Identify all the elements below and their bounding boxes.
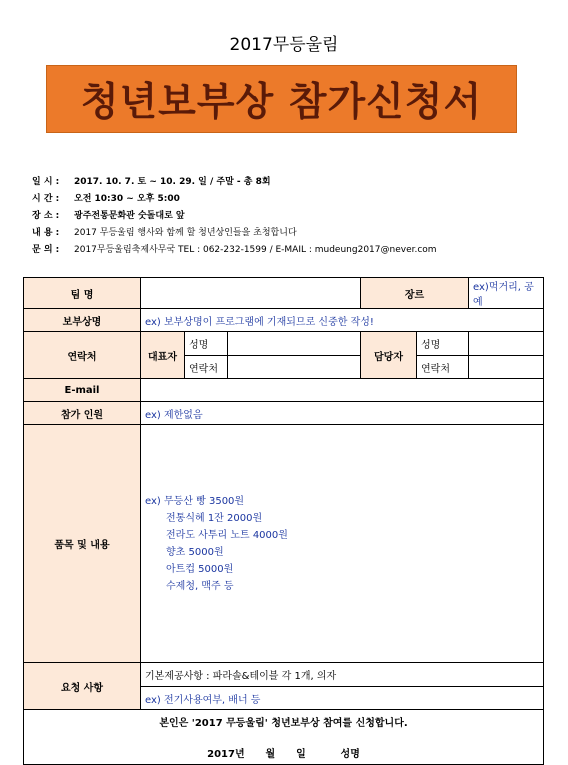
signature-date-line: 2017년 월 일 성명 — [207, 749, 360, 760]
genre-label: 장르 — [361, 278, 469, 309]
request-label: 요청 사항 — [24, 663, 141, 710]
application-form — [23, 277, 544, 765]
info-contact: 문 의 : 2017무등울림축제사무국 TEL : 062-232-1599 / E-MAIL : mudeung2017@never.com — [32, 245, 437, 255]
team-name-field[interactable] — [141, 278, 361, 309]
request-field[interactable]: ex) 전기사용여부, 배너 등 — [141, 687, 544, 710]
banner-title: 청년보부상 참가신청서 — [80, 80, 483, 125]
booth-name-label: 보부상명 — [24, 309, 141, 332]
participants-label: 참가 인원 — [24, 402, 141, 425]
rep-phone-field[interactable] — [228, 356, 361, 379]
event-title: 2017무등울림 — [229, 35, 339, 55]
rep-name-field[interactable] — [228, 332, 361, 356]
participants-field[interactable]: ex) 제한없음 — [141, 402, 544, 425]
list-item: 전통식혜 1잔 2000원 — [166, 512, 263, 524]
rep-name-label: 성명 — [185, 332, 228, 356]
manager-phone-label: 연락처 — [417, 356, 469, 379]
items-label: 품목 및 내용 — [24, 425, 141, 663]
manager-name-field[interactable] — [469, 332, 544, 356]
items-field[interactable] — [141, 425, 544, 663]
list-item: 전라도 사투리 노트 4000원 — [166, 529, 288, 541]
genre-field[interactable]: ex)먹거리, 공예 — [469, 278, 544, 309]
representative-label: 대표자 — [141, 332, 185, 379]
manager-label: 담당자 — [361, 332, 417, 379]
list-item: ex) 무등산 빵 3500원 — [145, 495, 245, 507]
event-info — [32, 174, 552, 259]
manager-name-label: 성명 — [417, 332, 469, 356]
info-place: 장 소 : 광주전통문화관 숫돌대로 앞 — [32, 211, 185, 221]
rep-phone-label: 연락처 — [185, 356, 228, 379]
manager-phone-field[interactable] — [469, 356, 544, 379]
declaration-cell — [24, 710, 544, 765]
declaration-text: 본인은 '2017 무등울림' 청년보부상 참여를 신청합니다. — [159, 718, 408, 729]
booth-name-field[interactable]: ex) 보부상명이 프로그램에 기재되므로 신중한 작성! — [141, 309, 544, 332]
request-basic: 기본제공사항 : 파라솔&테이블 각 1개, 의자 — [141, 663, 544, 687]
title-banner — [46, 65, 517, 133]
email-label: E-mail — [24, 379, 141, 402]
info-date: 일 시 : 2017. 10. 7. 토 ~ 10. 29. 일 / 주말 - 총 8회 — [32, 177, 271, 187]
info-content: 내 용 : 2017 무등울림 행사와 함께 할 청년상인들을 초청합니다 — [32, 228, 297, 238]
list-item: 향초 5000원 — [166, 546, 224, 558]
email-field[interactable] — [141, 379, 544, 402]
info-time: 시 간 : 오전 10:30 ~ 오후 5:00 — [32, 194, 180, 204]
list-item: 수제청, 맥주 등 — [166, 580, 234, 592]
team-name-label: 팀 명 — [24, 278, 141, 309]
list-item: 아트컵 5000원 — [166, 563, 234, 575]
contact-label: 연락처 — [24, 332, 141, 379]
